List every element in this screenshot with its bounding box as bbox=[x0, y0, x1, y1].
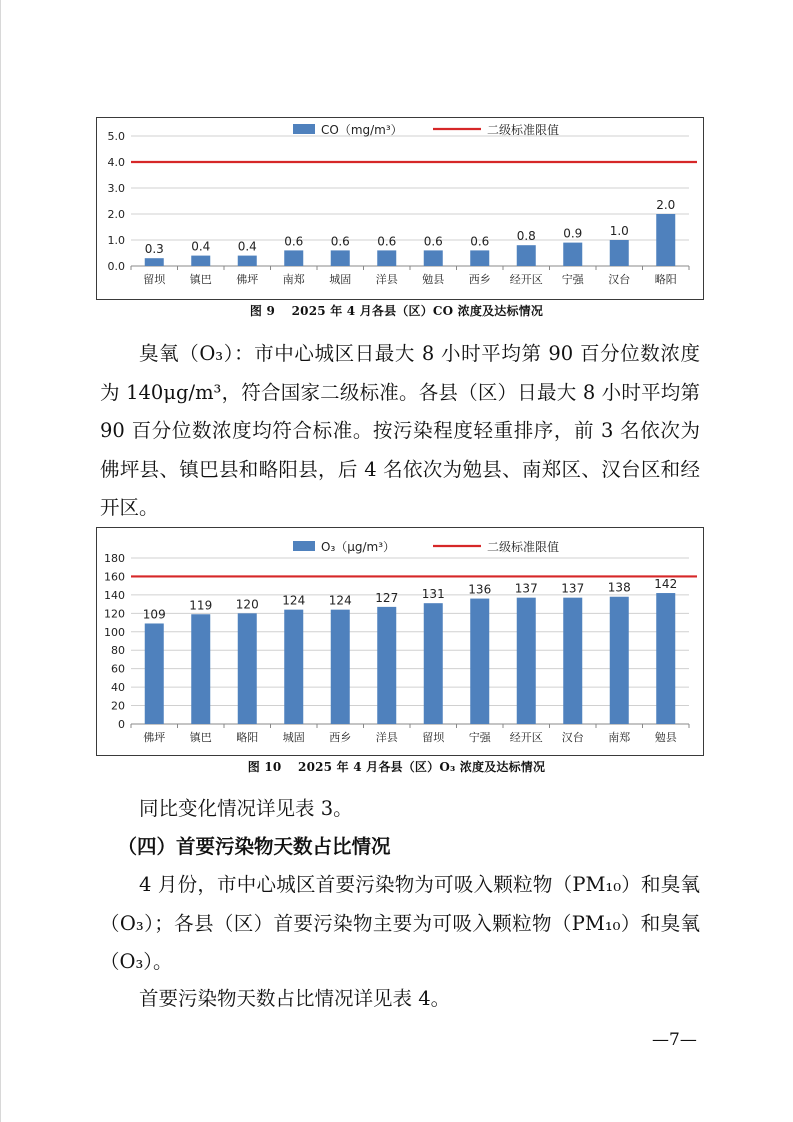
category-label: 略阳 bbox=[654, 273, 677, 286]
category-label: 佛坪 bbox=[236, 273, 259, 286]
bar bbox=[145, 258, 164, 266]
bar bbox=[191, 256, 210, 266]
category-label: 勉县 bbox=[422, 273, 445, 286]
value-label: 119 bbox=[189, 598, 213, 613]
bar bbox=[656, 593, 675, 724]
bar bbox=[145, 623, 164, 724]
value-label: 137 bbox=[561, 581, 585, 596]
section-heading: （四）首要污染物天数占比情况 bbox=[117, 835, 391, 858]
bar bbox=[470, 599, 489, 724]
y-tick-label: 160 bbox=[104, 570, 125, 584]
category-label: 镇巴 bbox=[189, 273, 212, 286]
value-label: 0.6 bbox=[330, 234, 350, 249]
category-label: 汉台 bbox=[561, 731, 584, 744]
bar bbox=[470, 250, 489, 266]
y-tick-label: 20 bbox=[111, 699, 125, 713]
category-label: 洋县 bbox=[375, 731, 398, 744]
value-label: 131 bbox=[421, 587, 445, 602]
bar bbox=[191, 614, 210, 724]
category-label: 南郑 bbox=[282, 273, 305, 286]
y-tick-label: 0 bbox=[118, 718, 125, 731]
value-label: 0.3 bbox=[144, 242, 164, 257]
bar bbox=[284, 610, 303, 724]
value-label: 0.9 bbox=[563, 226, 583, 241]
value-label: 120 bbox=[235, 597, 259, 612]
bar bbox=[610, 240, 629, 266]
page-edge bbox=[0, 0, 1, 1122]
category-label: 经开区 bbox=[509, 731, 543, 744]
primary-pollutant-paragraph: 4 月份，市中心城区首要污染物为可吸入颗粒物（PM₁₀）和臭氧（O₃）；各县（区）首要污染物主要为可吸入颗粒物（PM₁₀）和臭氧（O₃）。 bbox=[100, 873, 700, 973]
y-tick-label: 1.0 bbox=[107, 234, 125, 247]
value-label: 137 bbox=[514, 581, 538, 596]
category-label: 佛坪 bbox=[143, 731, 166, 744]
bar bbox=[331, 250, 350, 266]
bar bbox=[238, 613, 257, 724]
y-tick-label: 100 bbox=[104, 625, 125, 639]
value-label: 142 bbox=[654, 577, 678, 592]
value-label: 0.6 bbox=[423, 234, 443, 249]
category-label: 略阳 bbox=[236, 731, 259, 744]
y-tick-label: 4.0 bbox=[107, 156, 125, 169]
value-label: 136 bbox=[468, 582, 492, 597]
figure-9-caption: 图 9 2025 年 4 月各县（区）CO 浓度及达标情况 bbox=[249, 304, 544, 318]
bar bbox=[517, 598, 536, 724]
y-tick-label: 80 bbox=[111, 644, 125, 658]
o3-bar-chart bbox=[96, 527, 704, 756]
legend-bar-swatch bbox=[293, 541, 315, 551]
category-label: 南郑 bbox=[608, 731, 631, 744]
o3-chart-svg bbox=[97, 528, 703, 755]
value-label: 0.6 bbox=[284, 234, 304, 249]
value-label: 124 bbox=[328, 593, 352, 608]
yoy-paragraph: 同比变化情况详见表 3。 bbox=[139, 797, 353, 820]
y-tick-label: 120 bbox=[104, 607, 125, 621]
value-label: 109 bbox=[142, 607, 166, 622]
category-label: 镇巴 bbox=[189, 731, 212, 744]
category-label: 宁强 bbox=[468, 731, 491, 744]
legend-series-label: CO（mg/m³） bbox=[321, 123, 403, 137]
value-label: 127 bbox=[375, 590, 399, 605]
bar bbox=[610, 597, 629, 724]
value-label: 0.4 bbox=[237, 239, 257, 254]
y-tick-label: 2.0 bbox=[107, 208, 125, 221]
y-tick-label: 0.0 bbox=[107, 260, 125, 273]
legend-standard-label: 二级标准限值 bbox=[487, 123, 560, 137]
bar bbox=[284, 250, 303, 266]
bar bbox=[517, 245, 536, 266]
category-label: 城固 bbox=[329, 273, 352, 286]
y-tick-label: 5.0 bbox=[107, 130, 125, 143]
value-label: 0.4 bbox=[191, 239, 211, 254]
value-label: 0.8 bbox=[516, 229, 536, 244]
legend-standard-label: 二级标准限值 bbox=[487, 540, 560, 554]
value-label: 138 bbox=[607, 580, 631, 595]
category-label: 汉台 bbox=[608, 273, 631, 286]
bar bbox=[377, 250, 396, 266]
legend-bar-swatch bbox=[293, 124, 315, 134]
bar bbox=[563, 243, 582, 266]
category-label: 留坝 bbox=[143, 273, 166, 286]
category-label: 洋县 bbox=[375, 273, 398, 286]
category-label: 西乡 bbox=[468, 273, 491, 286]
value-label: 1.0 bbox=[609, 224, 629, 238]
bar bbox=[424, 250, 443, 266]
y-tick-label: 40 bbox=[111, 681, 125, 695]
co-bar-chart bbox=[96, 117, 704, 300]
y-tick-label: 3.0 bbox=[107, 182, 125, 195]
page-number: —7— bbox=[652, 1030, 697, 1050]
category-label: 留坝 bbox=[422, 731, 445, 744]
category-label: 城固 bbox=[282, 731, 305, 744]
value-label: 2.0 bbox=[656, 198, 676, 212]
category-label: 经开区 bbox=[509, 273, 543, 286]
category-label: 西乡 bbox=[329, 731, 352, 744]
legend-series-label: O₃（μg/m³） bbox=[321, 540, 396, 554]
figure-10-caption: 图 10 2025 年 4 月各县（区）O₃ 浓度及达标情况 bbox=[247, 760, 546, 774]
bar bbox=[238, 256, 257, 266]
y-tick-label: 180 bbox=[104, 552, 125, 565]
y-tick-label: 140 bbox=[104, 588, 125, 602]
value-label: 124 bbox=[282, 593, 306, 608]
table4-reference: 首要污染物天数占比情况详见表 4。 bbox=[139, 987, 451, 1010]
category-label: 勉县 bbox=[654, 731, 677, 744]
category-label: 宁强 bbox=[561, 273, 584, 286]
ozone-paragraph: 臭氧（O₃）：市中心城区日最大 8 小时平均第 90 百分位数浓度为 140μg/m³，符合国家二级标准。各县（区）日最大 8 小时平均第 90 百分位数浓度均符合标准。按污染程度轻重排序，前 3 名依次为佛坪县、镇巴县和略阳县，后 4 名依次为勉县、南郑区、汉台区和经开区。 bbox=[100, 342, 700, 519]
bar bbox=[656, 214, 675, 266]
value-label: 0.6 bbox=[377, 234, 397, 249]
bar bbox=[424, 603, 443, 724]
value-label: 0.6 bbox=[470, 234, 490, 249]
bar bbox=[563, 598, 582, 724]
co-chart-svg bbox=[97, 118, 703, 299]
bar bbox=[331, 610, 350, 724]
y-tick-label: 60 bbox=[111, 662, 125, 676]
bar bbox=[377, 607, 396, 724]
